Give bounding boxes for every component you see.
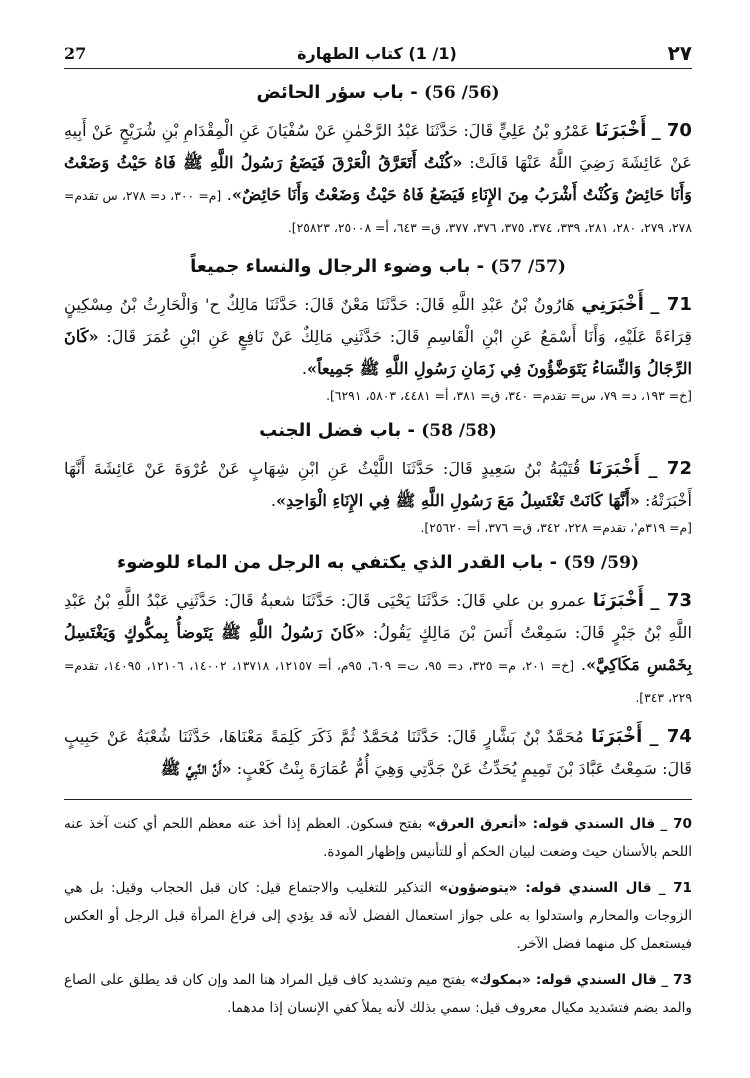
page-number-arabic: ٢٧ — [667, 41, 692, 65]
footnote-keyword: قوله: «يتوضؤون» — [439, 880, 562, 896]
hadith-references: [خ= ٢٠١، م= ٣٢٥، د= ٩٥، ت= ٦٠٩، ٩٥م، أ= ١٢١٥٧، ١٣٧١٨، ١٤٠٠٢، ١٢١٠٦، ١٤٠٩٥، تقدم= ٢٢٩، ٣٤٣]. — [64, 658, 692, 705]
hadith-tail: . — [580, 655, 586, 674]
hadith-references: [م= ٣٠٠، د= ٢٧٨، س تقدم= ٢٧٨، ٢٧٩، ٢٨٠، ٢٨١، ٣٣٩، ٣٧٤، ٣٧٥، ٣٧٦، ٣٧٧، ق= ٦٤٣، أ= ٢٥٠٠٨، ٢٥٨٢٣]. — [64, 188, 692, 235]
page-header — [64, 38, 692, 69]
footnote-keyword: قوله: «بمكوك» — [470, 972, 573, 988]
hadith-tail: . — [226, 185, 232, 204]
chapter-number: (57/ 57) — [490, 257, 566, 277]
hadith-number: 72 _ — [648, 458, 692, 479]
hadith-opening: أَخْبَرَنَا — [588, 458, 641, 479]
chapter-heading — [64, 79, 692, 107]
footnote-lead: قال السندي — [568, 880, 652, 896]
hadith-opening: أَخْبَرَنَا — [595, 120, 647, 141]
footnote-number: 70 _ — [660, 816, 693, 832]
footnote-number: 71 _ — [658, 880, 693, 896]
hadith-matn: «كَانَ الرِّجَالُ وَالنِّسَاءُ يَتَوَضَّؤُونَ فِي زَمَانِ رَسُولِ اللَّهِ ﷺ جَمِيعاً» — [64, 327, 692, 378]
chapter-number: (56/ 56) — [423, 83, 500, 103]
hadith-isnad: قُتَيْبَةُ بْنُ سَعِيدٍ قَالَ: حَدَّثَنَا اللَّيْثُ عَنِ ابْنِ شِهَابٍ عَنْ عُرْوَةَ عَنْ عَائِشَةَ أَنَّهَا أَخْبَرَتْهُ: — [64, 459, 692, 510]
footnote-keyword: قوله: «أتعرق العرق» — [427, 816, 569, 832]
hadith-opening: أَخْبَرَنَا — [591, 726, 643, 747]
chapter-title: - باب سؤر الحائض — [256, 82, 418, 103]
hadith-isnad: عَمْرُو بْنُ عَلِيٍّ قَالَ: حَدَّثَنَا عَبْدُ الرَّحْمٰنِ عَنْ سُفْيَانَ عَنِ الْمِقْدَامِ بْنِ شُرَيْحٍ عَنْ أَبِيهِ عَنْ عَائِشَةَ رَضِيَ اللَّهُ عَنْهَا قَالَتْ: — [64, 121, 692, 172]
footnote-lead: قال السندي — [576, 972, 657, 988]
footnote-text: بفتح ميم وتشديد كاف قيل المراد هنا المد وإن كان قد يطلق على الصاع والمد بضم فتشديد مكيال معروف قيل: سمي بذلك لأنه يملأ كفي الإنسان إذا مدهما. — [64, 972, 692, 1016]
hadith-matn: «كَانَ رَسُولُ اللَّهِ ﷺ يَتَوضأُ بِمكُّوكٍ وَيَغْتَسِلُ بِخَمْسِ مَكَاكِيَّ» — [64, 623, 692, 674]
chapter-heading — [64, 549, 692, 577]
hadith-number: 74 _ — [649, 726, 692, 747]
chapter-heading — [64, 417, 692, 445]
chapter-title: - باب فضل الجنب — [259, 420, 415, 441]
hadith-matn: «أَنَّهَا كَانَتْ تَغْتَسِلُ مَعَ رَسُولِ اللَّهِ ﷺ فِي الإِنَاءِ الْوَاحِدِ» — [275, 491, 640, 510]
hadith-number: 73 _ — [650, 590, 692, 611]
hadith-number: 70 _ — [651, 120, 692, 141]
hadith-matn: «كُنْتُ أَتَعَرَّقُ الْعَرْقَ فَيَضَعُ رَسُولُ اللَّهِ ﷺ فَاهُ حَيْثُ وَضَعْتُ وَأَنَا حَائِضٌ وَكُنْتُ أَشْرَبُ مِنَ الإِنَاءِ فَيَضَعُ فَاهُ حَيْثُ وَضَعْتُ وَأَنَا حَائِضٌ» — [64, 153, 692, 204]
chapter-number: (58/ 58) — [421, 421, 497, 441]
hadith-matn: «أَنَّ النَّبِيَّ ﷺ — [160, 759, 232, 778]
footnote-separator — [64, 799, 692, 800]
hadith-74 — [64, 721, 692, 785]
hadith-tail: . — [301, 359, 307, 378]
hadith-70 — [64, 115, 692, 243]
chapter-title: - باب وضوء الرجال والنساء جميعاً — [190, 256, 485, 277]
footnote-text: التذكير للتغليب والاجتماع قيل: كان قبل الحجاب وقيل: بل هي الزوجات والمحارم واستدلوا به على جواز استعمال الفضل لأنه قد يؤدي إلى فراغ المرأة قبل الرجل أو العكس فيستعمل كل منهما فضل الآخر. — [64, 880, 692, 952]
hadith-references: [م= ٣١٩م'، تقدم= ٢٢٨، ٣٤٢، ق= ٣٧٦، أ= ٢٥٦٢٠]. — [420, 520, 692, 535]
footnote-70 — [64, 810, 692, 866]
chapter-title: - باب القدر الذي يكتفي به الرجل من الماء للوضوء — [117, 552, 558, 573]
page-number-latin: 27 — [64, 43, 87, 63]
hadith-71 — [64, 289, 692, 385]
hadith-references: [خ= ١٩٣، د= ٧٩، س= تقدم= ٣٤٠، ق= ٣٨١، أ= ٤٤٨١، ٥٨٠٣، ٦٢٩١]. — [326, 388, 692, 403]
footnotes — [64, 810, 692, 1022]
footnote-73 — [64, 966, 692, 1022]
footnote-lead: قال السندي — [574, 816, 656, 832]
chapter-heading — [64, 253, 692, 281]
hadith-72 — [64, 453, 692, 517]
footnote-text: بفتح فسكون. العظم إذا أخذ عنه معظم اللحم أي كنت آخذ عنه اللحم بالأسنان حيث وضعت لبيان الحكم أو للتأنيس وإظهار المودة. — [64, 816, 692, 860]
running-title: (1/ 1) كتاب الطهارة — [297, 43, 457, 63]
hadith-opening: أَخْبَرَنَا — [592, 590, 644, 611]
hadith-isnad: عمرو بن علي قَالَ: حَدَّثَنَا يَحْيَى قَالَ: حَدَّثَنَا شعبةُ قَالَ: حَدَّثَنِي عَبْدُ اللَّهِ بْنُ عَبْدِ اللَّهِ بْنُ جَبْرٍ قَالَ: سَمِعْتُ أَنَسَ بْنَ مَالِكٍ يَقُولُ: — [64, 591, 692, 642]
main-text — [64, 79, 692, 785]
chapter-number: (59/ 59) — [563, 553, 639, 573]
hadith-tail: . — [270, 491, 276, 510]
footnote-71 — [64, 874, 692, 958]
hadith-73 — [64, 585, 692, 713]
hadith-isnad: هَارُونُ بْنُ عَبْدِ اللَّهِ قَالَ: حَدَّثَنَا مَعْنٌ قَالَ: حَدَّثَنَا مَالِكٌ ح' وَالْحَارِثُ بْنُ مِسْكِينٍ قِرَاءَةً عَلَيْهِ، وَأَنَا أَسْمَعُ عَنِ ابْنِ الْقَاسِمِ قَالَ: حَدَّثَنِي مَالِكٌ عَنْ نَافِعٍ عَنِ ابْنِ عُمَرَ قَالَ: — [64, 295, 692, 346]
hadith-isnad: مُحَمَّدُ بْنُ بَشَّارٍ قَالَ: حَدَّثَنَا مُحَمَّدٌ ثُمَّ ذَكَرَ كَلِمَةً مَعْنَاهَا، حَدَّثَنَا شُعْبَةُ عَنْ حَبِيبٍ قَالَ: سَمِعْتُ عَبَّادَ بْنَ تَمِيمٍ يُحَدِّثُ عَنْ جَدَّتِي وَهِيَ أُمُّ عُمَارَةَ بِنْتُ كَعْبٍ: — [64, 727, 692, 778]
footnote-number: 73 _ — [661, 972, 693, 988]
hadith-number: 71 _ — [650, 294, 692, 315]
hadith-opening: أَخْبَرَنِي — [581, 294, 644, 315]
